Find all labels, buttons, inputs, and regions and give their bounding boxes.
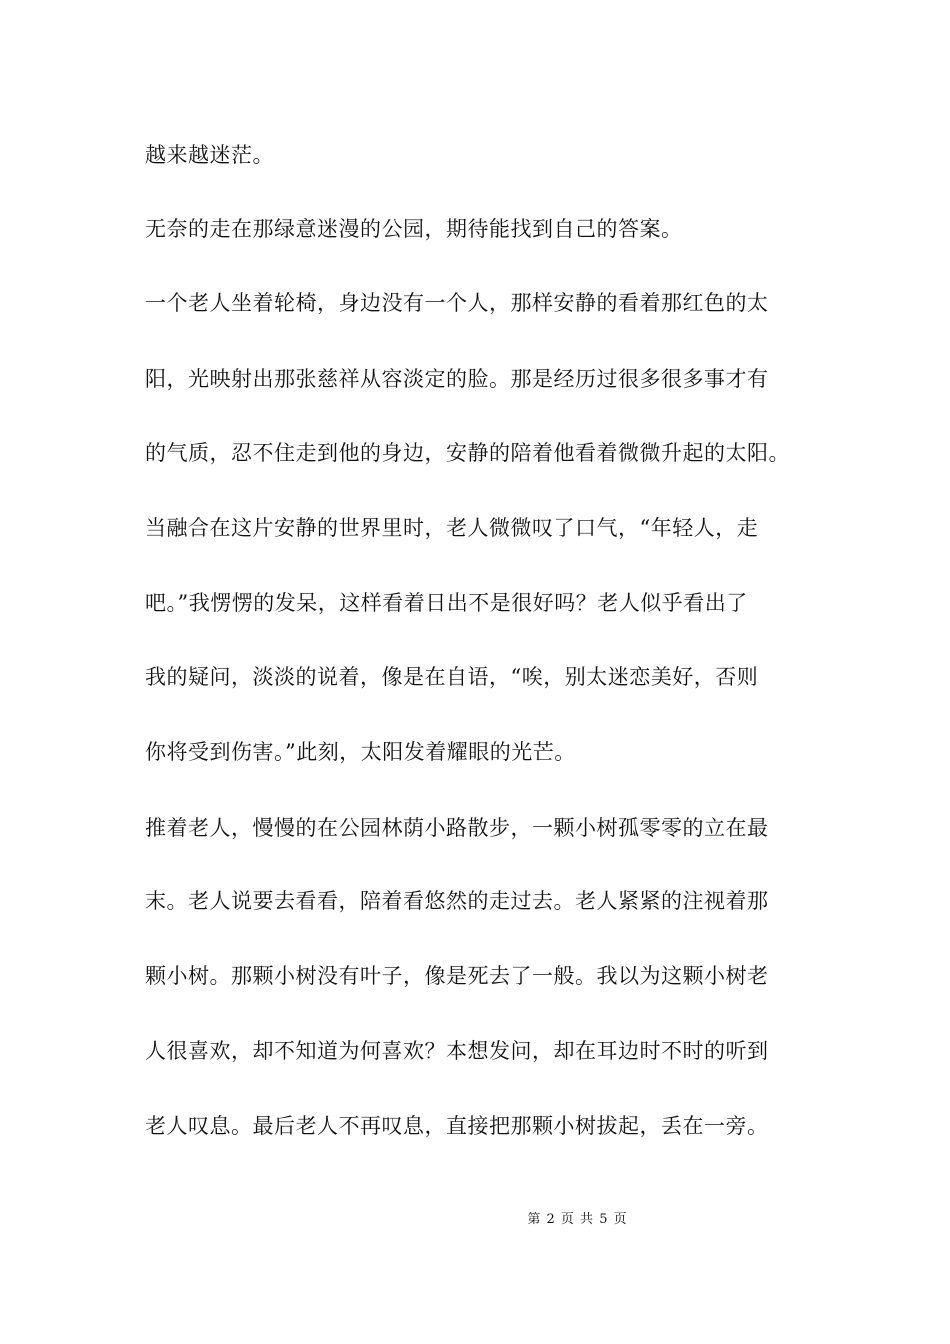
text-line-14: 老人叹息。最后老人不再叹息，直接把那颗小树拔起，丢在一旁。 <box>145 1114 769 1138</box>
text-line-12: 颗小树。那颗小树没有叶子，像是死去了一般。我以为这颗小树老 <box>145 964 769 988</box>
text-line-6: 当融合在这片安静的世界里时，老人微微叹了口气，“年轻人，走 <box>145 516 759 540</box>
text-line-9: 你将受到伤害。”此刻，太阳发着耀眼的光芒。 <box>145 740 576 764</box>
text-line-10: 推着老人，慢慢的在公园林荫小路散步，一颗小树孤零零的立在最 <box>145 816 769 840</box>
text-line-11: 末。老人说要去看看，陪着看悠然的走过去。老人紧紧的注视着那 <box>145 889 769 913</box>
text-line-7: 吧。”我愣愣的发呆，这样看着日出不是很好吗？老人似乎看出了 <box>145 591 748 615</box>
text-line-13: 人很喜欢，却不知道为何喜欢？本想发问，却在耳边时不时的听到 <box>145 1039 769 1063</box>
text-line-5: 的气质，忍不住走到他的身边，安静的陪着他看着微微升起的太阳。 <box>145 441 790 465</box>
text-line-8: 我的疑问，淡淡的说着，像是在自语，“唉，别太迷恋美好，否则 <box>145 665 759 689</box>
text-line-4: 阳，光映射出那张慈祥从容淡定的脸。那是经历过很多很多事才有 <box>145 367 769 391</box>
page-number: 第 2 页 共 5 页 <box>527 1212 628 1227</box>
text-line-1: 越来越迷茫。 <box>145 143 274 167</box>
text-line-2: 无奈的走在那绿意迷漫的公园，期待能找到自己的答案。 <box>145 217 683 241</box>
text-line-3: 一个老人坐着轮椅，身边没有一个人，那样安静的看着那红色的太 <box>145 291 769 315</box>
